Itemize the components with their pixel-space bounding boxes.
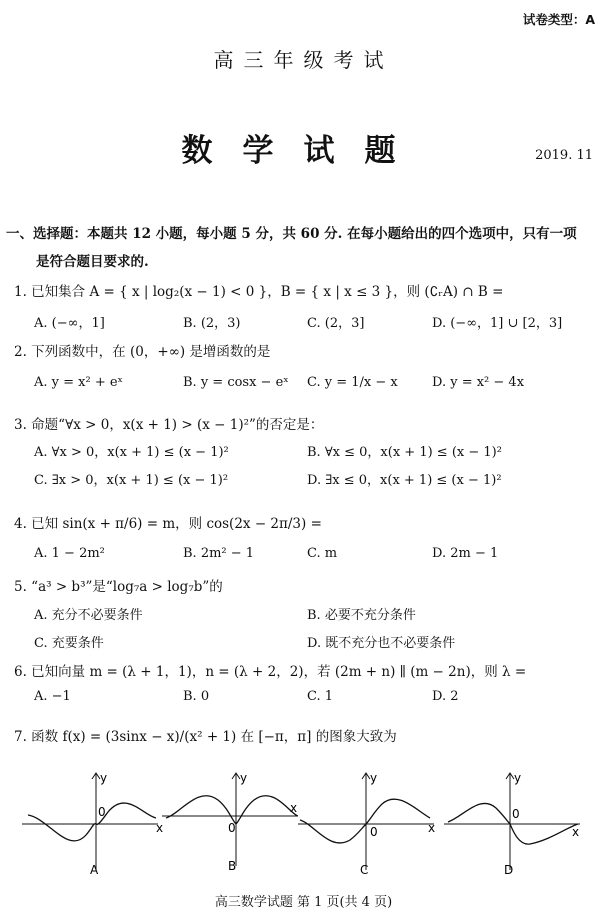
graph-b-origin: 0 xyxy=(228,821,236,835)
graph-c-label: C xyxy=(360,863,369,877)
question-4-stem: 4. 已知 sin(x + π/6) = m，则 cos(2x − 2π/3) = xyxy=(14,516,322,532)
question-3-stem: 3. 命题“∀x > 0，x(x + 1) > (x − 1)²”的否定是： xyxy=(14,417,324,433)
graph-d-origin: 0 xyxy=(512,807,520,821)
q6-option-b: B. 0 xyxy=(183,689,210,704)
question-1-stem: 1. 已知集合 A = { x | log₂(x − 1) < 0 }，B = { x | x ≤ 3 }，则 (∁ᵣA) ∩ B = xyxy=(14,284,504,300)
page-footer: 高三数学试题 第 1 页(共 4 页) xyxy=(214,895,393,910)
question-5-stem: 5. “a³ > b³”是“log₇a > log₇b”的 xyxy=(14,579,223,595)
q2-option-b: B. y = cosx − eˣ xyxy=(183,375,289,390)
graph-c-origin: 0 xyxy=(370,825,378,839)
q2-option-c: C. y = 1/x − x xyxy=(307,375,398,390)
q3-option-c: C. ∃x > 0，x(x + 1) ≤ (x − 1)² xyxy=(34,473,229,488)
question-6-stem: 6. 已知向量 m = (λ + 1，1)，n = (λ + 2，2)，若 (2m + n) ∥ (m − 2n)，则 λ = xyxy=(14,664,527,680)
q3-option-a: A. ∀x > 0，x(x + 1) ≤ (x − 1)² xyxy=(34,445,229,460)
graph-d-label: D xyxy=(504,863,514,877)
q5-option-d: D. 既不充分也不必要条件 xyxy=(307,636,456,651)
q1-option-b: B. (2，3) xyxy=(183,316,241,331)
graph-a-x-axis: x xyxy=(156,821,164,835)
q6-option-d: D. 2 xyxy=(432,689,459,704)
section-instruction: 一、选择题：本题共 12 小题，每小题 5 分，共 60 分. 在每小题给出的四个选项中，只有一项 xyxy=(6,226,577,242)
q4-option-b: B. 2m² − 1 xyxy=(183,546,255,561)
graph-d xyxy=(440,770,590,880)
q3-option-d: D. ∃x ≤ 0，x(x + 1) ≤ (x − 1)² xyxy=(307,473,502,488)
graph-b-y-axis: y xyxy=(240,771,248,785)
section-instruction-cont: 是符合题目要求的. xyxy=(36,254,149,270)
graph-d-x-axis: x xyxy=(572,825,580,839)
graph-a-label: A xyxy=(90,863,99,877)
q2-option-a: A. y = x² + eˣ xyxy=(34,375,124,390)
paper-type-label: 试卷类型：A xyxy=(522,12,595,27)
subject-title: 数学试题 xyxy=(181,133,426,169)
q1-option-c: C. (2，3] xyxy=(307,316,365,331)
graph-a xyxy=(18,770,168,880)
exam-title: 高三年级考试 xyxy=(213,48,394,72)
q4-option-c: C. m xyxy=(307,546,338,561)
graph-c-y-axis: y xyxy=(370,771,378,785)
graph-a-origin: 0 xyxy=(98,805,106,819)
q3-option-b: B. ∀x ≤ 0，x(x + 1) ≤ (x − 1)² xyxy=(307,445,502,460)
graph-b-x-axis: x xyxy=(290,801,298,815)
graph-c xyxy=(294,770,444,880)
q1-option-a: A. (−∞，1] xyxy=(34,316,105,331)
q5-option-a: A. 充分不必要条件 xyxy=(34,608,143,623)
question-7-stem: 7. 函数 f(x) = (3sinx − x)/(x² + 1) 在 [−π，π] 的图象大致为 xyxy=(14,729,397,745)
graph-b-label: B xyxy=(228,859,237,873)
question-2-stem: 2. 下列函数中，在 (0，+∞) 是增函数的是 xyxy=(14,344,271,360)
graph-d-y-axis: y xyxy=(514,771,522,785)
q1-option-d: D. (−∞，1] ∪ [2，3] xyxy=(432,316,563,331)
exam-date: 2019. 11 xyxy=(535,148,593,163)
q5-option-b: B. 必要不充分条件 xyxy=(307,608,416,623)
q4-option-a: A. 1 − 2m² xyxy=(34,546,105,561)
q6-option-c: C. 1 xyxy=(307,689,334,704)
graph-b xyxy=(158,770,308,880)
graph-c-x-axis: x xyxy=(428,821,436,835)
q4-option-d: D. 2m − 1 xyxy=(432,546,499,561)
q2-option-d: D. y = x² − 4x xyxy=(432,375,525,390)
q5-option-c: C. 充要条件 xyxy=(34,636,104,651)
graph-a-y-axis: y xyxy=(100,771,108,785)
q6-option-a: A. −1 xyxy=(34,689,71,704)
